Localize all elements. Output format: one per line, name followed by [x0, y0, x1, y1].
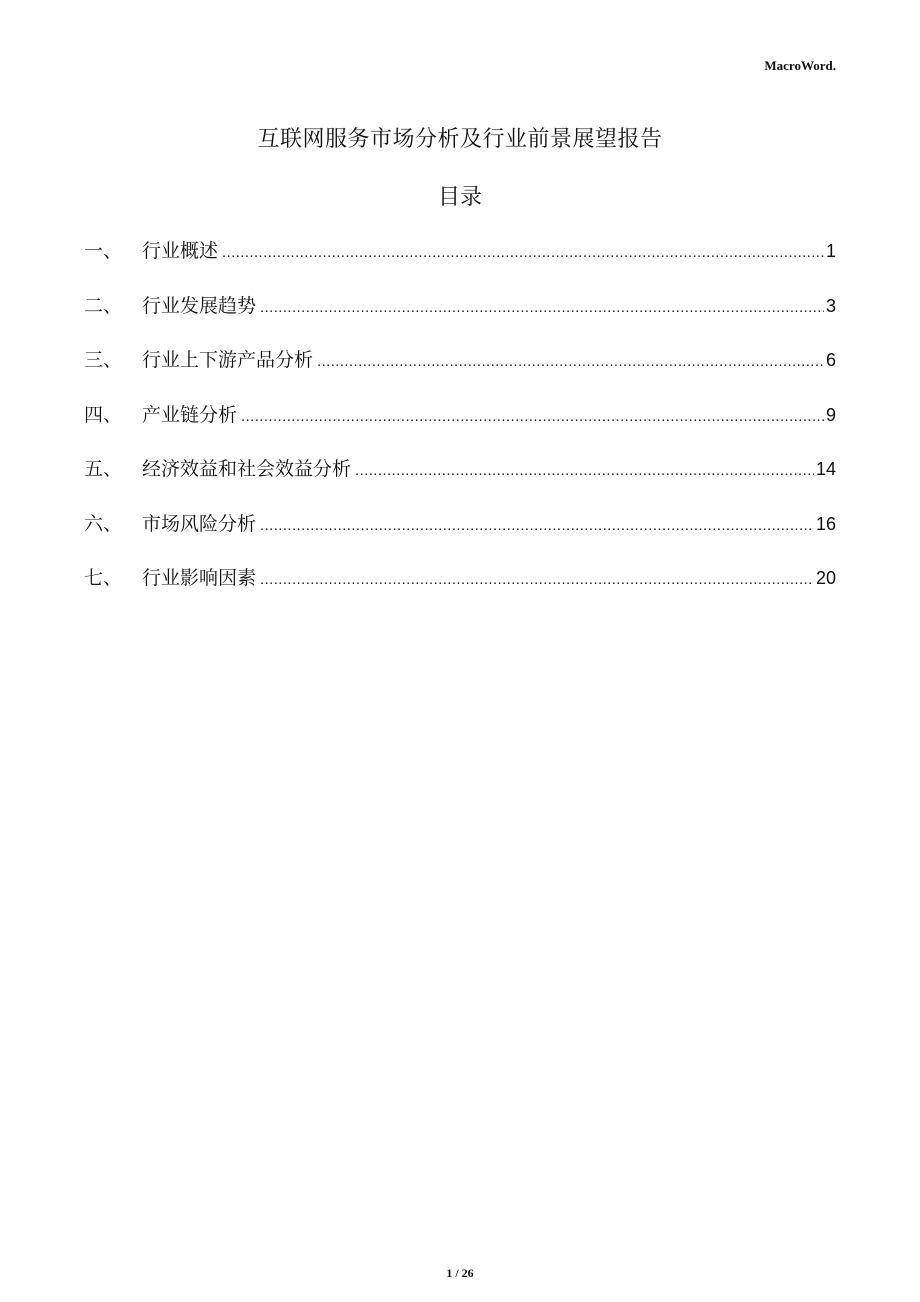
- toc-entry-title: 产业链分析: [142, 403, 238, 426]
- toc-entry-title: 行业影响因素: [142, 567, 257, 589]
- toc-entry[interactable]: [84, 345, 836, 400]
- toc-entry-page: 3: [825, 295, 836, 316]
- toc-entry-number: 二、: [84, 294, 123, 317]
- page-number: 1 / 26: [446, 1266, 474, 1280]
- toc-entry-number: 四、: [84, 403, 123, 426]
- toc-dot-leader: [317, 353, 824, 370]
- toc-entry[interactable]: [84, 563, 836, 618]
- toc-dot-leader: [241, 408, 824, 425]
- toc-entry[interactable]: [84, 236, 836, 291]
- toc-entry[interactable]: [84, 454, 836, 509]
- toc-entry-title: 行业发展趋势: [142, 294, 257, 317]
- toc-entry-page: 6: [825, 350, 836, 370]
- toc-entry[interactable]: [84, 509, 836, 564]
- toc-entry-number: 五、: [84, 458, 123, 480]
- toc-entry-number: 三、: [84, 349, 123, 371]
- toc-entry-title: 经济效益和社会效益分析: [142, 458, 352, 480]
- document-title: 互联网服务市场分析及行业前景展望报告: [257, 127, 663, 152]
- toc-entry-title: 行业上下游产品分析: [142, 349, 314, 371]
- toc-entry-number: 一、: [84, 240, 123, 262]
- toc-heading: 目录: [437, 185, 482, 210]
- toc-entry-page: 14: [815, 459, 836, 479]
- toc-entry-page: 20: [815, 568, 836, 588]
- toc-dot-leader: [260, 299, 824, 316]
- toc-entry-title: 行业概述: [142, 240, 219, 262]
- toc-dot-leader: [222, 244, 824, 261]
- toc-entry-page: 16: [815, 513, 836, 534]
- toc-entry-title: 市场风险分析: [142, 512, 257, 535]
- toc-dot-leader: [355, 462, 814, 479]
- table-of-contents: [84, 236, 836, 618]
- toc-dot-leader: [260, 517, 814, 534]
- toc-entry-page: 1: [825, 241, 836, 261]
- toc-entry-number: 七、: [84, 567, 123, 589]
- header-brand: MacroWord.: [764, 58, 836, 73]
- toc-dot-leader: [260, 571, 814, 588]
- toc-entry[interactable]: [84, 400, 836, 455]
- toc-entry-number: 六、: [84, 512, 123, 535]
- toc-entry[interactable]: [84, 291, 836, 346]
- toc-entry-page: 9: [825, 404, 836, 425]
